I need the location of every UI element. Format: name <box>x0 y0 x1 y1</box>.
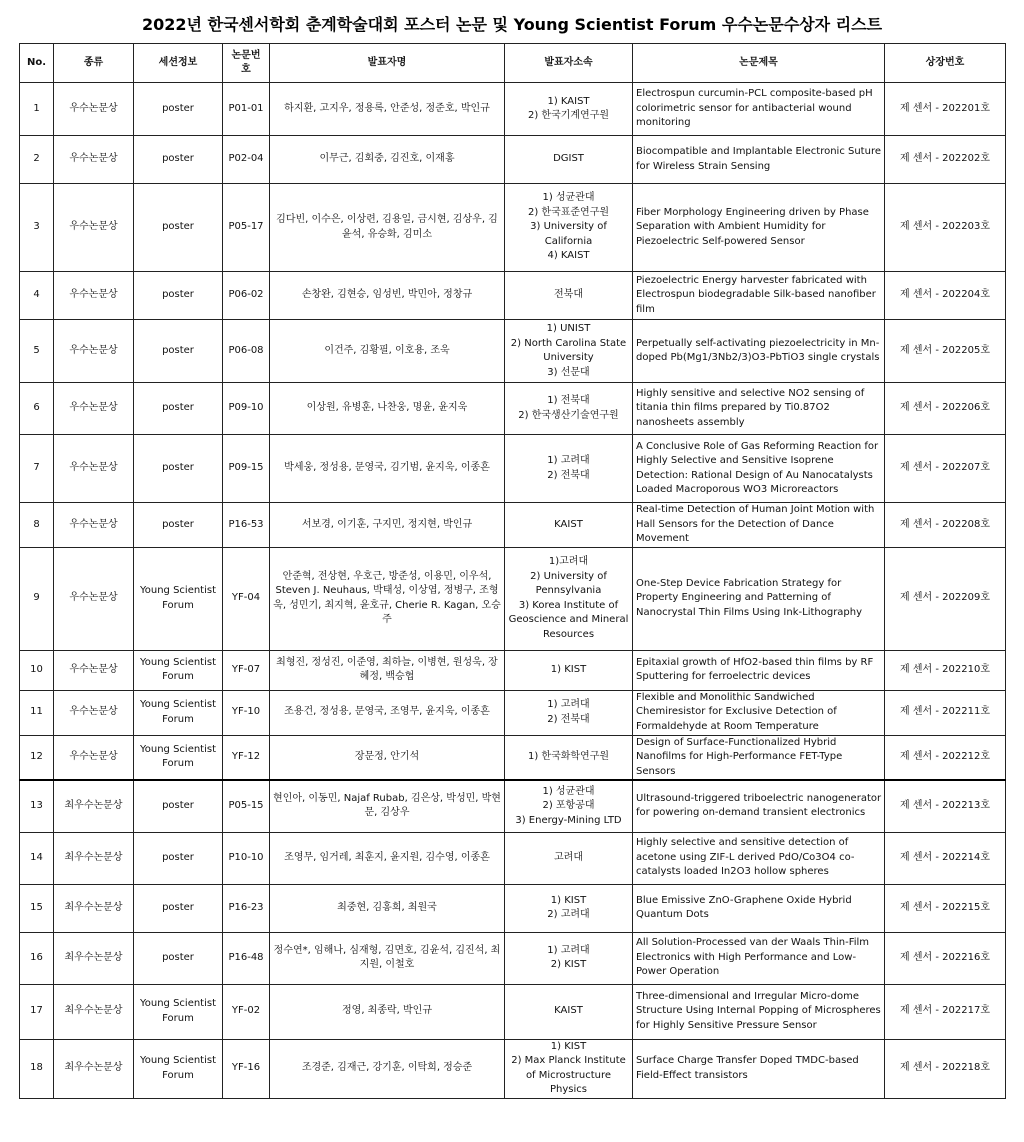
session-info: Young Scientist Forum <box>134 984 223 1039</box>
award-number: 제 센서 - 202210호 <box>885 650 1006 690</box>
affiliation-cell <box>505 184 633 272</box>
table-row <box>20 184 1006 272</box>
affiliation-line: 1) KIST <box>550 1040 587 1052</box>
award-number: 제 센서 - 202207호 <box>885 435 1006 503</box>
award-type: 최우수논문상 <box>54 1039 134 1098</box>
award-type: 최우수논문상 <box>54 984 134 1039</box>
presenter-names: 박세웅, 정성용, 문영국, 김기범, 윤지욱, 이종흔 <box>270 435 505 503</box>
paper-number: P16-48 <box>223 932 270 984</box>
award-number: 제 센서 - 202214호 <box>885 832 1006 884</box>
paper-number: P09-10 <box>223 383 270 435</box>
table-row <box>20 272 1006 320</box>
presenter-names: 최형진, 정성진, 이준영, 최하늘, 이병현, 원성욱, 장혜정, 백승협 <box>270 650 505 690</box>
paper-number: P02-04 <box>223 136 270 184</box>
affiliation-line: 3) University of California <box>530 221 607 247</box>
session-info: poster <box>134 184 223 272</box>
session-info: poster <box>134 272 223 320</box>
paper-title: Piezoelectric Energy harvester fabricated with Electrospun biodegradable Silk-based nanofiber film <box>633 272 885 320</box>
award-type: 우수논문상 <box>54 83 134 136</box>
row-number: 16 <box>20 932 54 984</box>
session-info: poster <box>134 884 223 932</box>
affiliation-line: 전북대 <box>554 289 583 301</box>
header-type: 종류 <box>54 44 134 83</box>
paper-title: Highly sensitive and selective NO2 sensing of titania thin films prepared by Ti0.87O2 nanosheets assembly <box>633 383 885 435</box>
table-row <box>20 83 1006 136</box>
affiliation-cell <box>505 690 633 735</box>
table-row <box>20 832 1006 884</box>
table-row <box>20 780 1006 832</box>
affiliation-cell <box>505 272 633 320</box>
affiliation-line: 3) 선문대 <box>547 366 590 378</box>
session-info: Young Scientist Forum <box>134 735 223 780</box>
paper-number: P05-17 <box>223 184 270 272</box>
affiliation-cell <box>505 503 633 548</box>
affiliation-cell <box>505 984 633 1039</box>
affiliation-line: 1) 고려대 <box>547 944 590 956</box>
affiliation-line: 2) 전북대 <box>547 469 590 481</box>
table-row <box>20 435 1006 503</box>
paper-number: P09-15 <box>223 435 270 503</box>
row-number: 8 <box>20 503 54 548</box>
award-type: 우수논문상 <box>54 272 134 320</box>
award-type: 우수논문상 <box>54 184 134 272</box>
presenter-names: 최중현, 김홍희, 최원국 <box>270 884 505 932</box>
row-number: 4 <box>20 272 54 320</box>
presenter-names: 하지환, 고지우, 정용록, 안준성, 정준호, 박인규 <box>270 83 505 136</box>
paper-title: One-Step Device Fabrication Strategy for Property Engineering and Patterning of Nanocrystal Thin Films Using Ink-Lithography <box>633 547 885 650</box>
affiliation-line: 4) KAIST <box>547 250 590 262</box>
award-number: 제 센서 - 202203호 <box>885 184 1006 272</box>
affiliation-line: 1)고려대 <box>548 556 589 567</box>
presenter-names: 조경준, 김재근, 강기훈, 이탁희, 정승준 <box>270 1039 505 1098</box>
session-info: poster <box>134 136 223 184</box>
paper-title: Electrospun curcumin-PCL composite-based pH colorimetric sensor for antibacterial wound monitoring <box>633 83 885 136</box>
header-award-number: 상장번호 <box>885 44 1006 83</box>
presenter-names: 현인아, 이동민, Najaf Rubab, 김은상, 박성민, 박현문, 김상우 <box>270 780 505 832</box>
affiliation-line: 1) 전북대 <box>547 395 590 406</box>
presenter-names: 손창완, 김현승, 임성빈, 박민아, 정창규 <box>270 272 505 320</box>
award-number: 제 센서 - 202218호 <box>885 1039 1006 1098</box>
affiliation-cell <box>505 383 633 435</box>
award-number: 제 센서 - 202211호 <box>885 690 1006 735</box>
presenter-names: 이무근, 김회중, 김진호, 이재홍 <box>270 136 505 184</box>
paper-title: All Solution-Processed van der Waals Thin-Film Electronics with High Performance and Low-Power Operation <box>633 932 885 984</box>
session-info: poster <box>134 320 223 383</box>
affiliation-line: 1) KIST <box>550 663 587 675</box>
affiliation-cell <box>505 735 633 780</box>
header-paper-title: 논문제목 <box>633 44 885 83</box>
row-number: 11 <box>20 690 54 735</box>
table-row <box>20 735 1006 780</box>
affiliation-line: 2) 전북대 <box>547 713 590 725</box>
paper-number: YF-16 <box>223 1039 270 1098</box>
award-number: 제 센서 - 202201호 <box>885 83 1006 136</box>
row-number: 7 <box>20 435 54 503</box>
table-row <box>20 932 1006 984</box>
affiliation-line: 3) Energy-Mining LTD <box>515 814 622 826</box>
table-row <box>20 690 1006 735</box>
paper-number: YF-12 <box>223 735 270 780</box>
row-number: 13 <box>20 780 54 832</box>
session-info: Young Scientist Forum <box>134 650 223 690</box>
affiliation-cell <box>505 136 633 184</box>
affiliation-line: 1) UNIST <box>546 323 591 334</box>
paper-title: Design of Surface-Functionalized Hybrid Nanofilms for High-Performance FET-Type Sensors <box>633 735 885 780</box>
row-number: 2 <box>20 136 54 184</box>
paper-number: P10-10 <box>223 832 270 884</box>
affiliation-line: 1) 고려대 <box>547 455 590 466</box>
affiliation-line: 2) 한국표준연구원 <box>527 206 610 218</box>
paper-number: P06-08 <box>223 320 270 383</box>
paper-number: P16-23 <box>223 884 270 932</box>
affiliation-cell <box>505 650 633 690</box>
session-info: poster <box>134 83 223 136</box>
affiliation-line: 2) North Carolina State University <box>510 337 627 363</box>
award-number: 제 센서 - 202209호 <box>885 547 1006 650</box>
paper-number: P05-15 <box>223 780 270 832</box>
affiliation-line: KAIST <box>554 1005 583 1017</box>
presenter-names: 조용건, 정성용, 문영국, 조영무, 윤지욱, 이종흔 <box>270 690 505 735</box>
award-type: 우수논문상 <box>54 435 134 503</box>
award-type: 우수논문상 <box>54 650 134 690</box>
row-number: 12 <box>20 735 54 780</box>
award-type: 최우수논문상 <box>54 884 134 932</box>
affiliation-cell <box>505 547 633 650</box>
affiliation-cell <box>505 83 633 136</box>
affiliation-line: 1) KIST <box>550 894 587 906</box>
award-number: 제 센서 - 202215호 <box>885 884 1006 932</box>
award-type: 우수논문상 <box>54 320 134 383</box>
table-row <box>20 1039 1006 1098</box>
award-number: 제 센서 - 202217호 <box>885 984 1006 1039</box>
row-number: 14 <box>20 832 54 884</box>
presenter-names: 이건주, 김황필, 이호용, 조욱 <box>270 320 505 383</box>
presenter-names: 정수연*, 임해나, 심재형, 김면호, 김윤석, 김진석, 최지원, 이철호 <box>270 932 505 984</box>
affiliation-line: 2) 고려대 <box>547 909 590 920</box>
affiliation-line: 2) 한국기계연구원 <box>527 110 610 121</box>
header-row <box>20 44 1006 83</box>
presenter-names: 서보경, 이기훈, 구지민, 정지현, 박인규 <box>270 503 505 548</box>
affiliation-line: DGIST <box>553 153 584 165</box>
affiliation-line: 1) KAIST <box>547 95 590 107</box>
paper-title: Real-time Detection of Human Joint Motion with Hall Sensors for the Detection of Dance Movement <box>633 503 885 548</box>
paper-title: Biocompatible and Implantable Electronic Suture for Wireless Strain Sensing <box>633 136 885 184</box>
award-type: 최우수논문상 <box>54 780 134 832</box>
award-type: 우수논문상 <box>54 547 134 650</box>
row-number: 6 <box>20 383 54 435</box>
row-number: 18 <box>20 1039 54 1098</box>
header-session: 세션정보 <box>134 44 223 83</box>
presenter-names: 이상원, 유병훈, 나찬웅, 명윤, 윤지욱 <box>270 383 505 435</box>
paper-title: Surface Charge Transfer Doped TMDC-based Field-Effect transistors <box>633 1039 885 1098</box>
session-info: Young Scientist Forum <box>134 690 223 735</box>
award-type: 우수논문상 <box>54 503 134 548</box>
session-info: poster <box>134 435 223 503</box>
affiliation-line: 2) KIST <box>550 959 587 970</box>
affiliation-line: 2) University of Pennsylvania <box>530 570 607 596</box>
award-number: 제 센서 - 202208호 <box>885 503 1006 548</box>
affiliation-line: 1) 성균관대 <box>542 192 595 204</box>
table-row <box>20 320 1006 383</box>
header-no: No. <box>20 44 54 83</box>
paper-number: P06-02 <box>223 272 270 320</box>
award-number: 제 센서 - 202213호 <box>885 780 1006 832</box>
paper-title: Highly selective and sensitive detection of acetone using ZIF-L derived PdO/Co3O4 co-catalysts loaded In2O3 hollow spheres <box>633 832 885 884</box>
paper-title: Three-dimensional and Irregular Micro-dome Structure Using Internal Popping of Microspheres for Highly Sensitive Pressure Sensor <box>633 984 885 1039</box>
award-number: 제 센서 - 202202호 <box>885 136 1006 184</box>
affiliation-line: 2) 한국생산기술연구원 <box>518 409 619 421</box>
row-number: 17 <box>20 984 54 1039</box>
affiliation-line: 1) 고려대 <box>547 699 590 710</box>
paper-title: Fiber Morphology Engineering driven by Phase Separation with Ambient Humidity for Piezoelectric Self-powered Sensor <box>633 184 885 272</box>
affiliation-cell <box>505 435 633 503</box>
session-info: poster <box>134 932 223 984</box>
award-table <box>19 43 1006 1099</box>
paper-number: P01-01 <box>223 83 270 136</box>
row-number: 9 <box>20 547 54 650</box>
affiliation-line: 1) 한국화학연구원 <box>527 751 610 762</box>
table-row <box>20 383 1006 435</box>
header-paper-number: 논문번호 <box>223 44 270 83</box>
award-type: 우수논문상 <box>54 136 134 184</box>
row-number: 15 <box>20 884 54 932</box>
award-type: 우수논문상 <box>54 383 134 435</box>
paper-number: YF-07 <box>223 650 270 690</box>
affiliation-cell <box>505 780 633 832</box>
paper-title: Ultrasound-triggered triboelectric nanogenerator for powering on-demand transient electronics <box>633 780 885 832</box>
affiliation-line: 2) Max Planck Institute of Microstructure Physics <box>511 1055 626 1095</box>
paper-title: Perpetually self-activating piezoelectricity in Mn-doped Pb(Mg1/3Nb2/3)O3-PbTiO3 single crystals <box>633 320 885 383</box>
affiliation-cell <box>505 320 633 383</box>
row-number: 10 <box>20 650 54 690</box>
affiliation-cell <box>505 832 633 884</box>
paper-number: YF-02 <box>223 984 270 1039</box>
award-type: 우수논문상 <box>54 735 134 780</box>
award-number: 제 센서 - 202205호 <box>885 320 1006 383</box>
presenter-names: 정영, 최종락, 박인규 <box>270 984 505 1039</box>
award-number: 제 센서 - 202204호 <box>885 272 1006 320</box>
affiliation-cell <box>505 884 633 932</box>
award-number: 제 센서 - 202206호 <box>885 383 1006 435</box>
presenter-names: 조영무, 임거레, 최훈지, 윤지원, 김수영, 이종흔 <box>270 832 505 884</box>
affiliation-line: KAIST <box>554 518 583 530</box>
row-number: 1 <box>20 83 54 136</box>
table-row <box>20 503 1006 548</box>
header-affiliation: 발표자소속 <box>505 44 633 83</box>
affiliation-line: 2) 포항공대 <box>542 800 595 811</box>
paper-title: A Conclusive Role of Gas Reforming Reaction for Highly Selective and Sensitive Isoprene Detection: Rational Design of Au Nanocatalysts Loaded Macroporous WO3 Microreactors <box>633 435 885 503</box>
paper-title: Epitaxial growth of HfO2-based thin films by RF Sputtering for ferroelectric devices <box>633 650 885 690</box>
award-type: 우수논문상 <box>54 690 134 735</box>
session-info: poster <box>134 383 223 435</box>
table-row <box>20 136 1006 184</box>
header-presenter: 발표자명 <box>270 44 505 83</box>
session-info: poster <box>134 832 223 884</box>
presenter-names: 김다빈, 이수은, 이상련, 김용일, 금시현, 김상우, 김윤석, 유승화, 김미소 <box>270 184 505 272</box>
row-number: 3 <box>20 184 54 272</box>
presenter-names: 장문정, 안기석 <box>270 735 505 780</box>
affiliation-line: 1) 성균관대 <box>542 785 595 797</box>
page-title: 2022년 한국센서학회 춘계학술대회 포스터 논문 및 Young Scientist Forum 우수논문수상자 리스트 <box>141 15 883 34</box>
paper-number: YF-04 <box>223 547 270 650</box>
session-info: poster <box>134 503 223 548</box>
award-number: 제 센서 - 202212호 <box>885 735 1006 780</box>
award-type: 최우수논문상 <box>54 932 134 984</box>
award-number: 제 센서 - 202216호 <box>885 932 1006 984</box>
session-info: Young Scientist Forum <box>134 1039 223 1098</box>
affiliation-cell <box>505 932 633 984</box>
paper-title: Blue Emissive ZnO-Graphene Oxide Hybrid Quantum Dots <box>633 884 885 932</box>
row-number: 5 <box>20 320 54 383</box>
paper-number: YF-10 <box>223 690 270 735</box>
table-row <box>20 884 1006 932</box>
paper-number: P16-53 <box>223 503 270 548</box>
table-row <box>20 547 1006 650</box>
table-row <box>20 984 1006 1039</box>
affiliation-line: 3) Korea Institute of Geoscience and Mineral Resources <box>508 599 629 640</box>
paper-title: Flexible and Monolithic Sandwiched Chemiresistor for Exclusive Detection of Formaldehyde at Room Temperature <box>633 690 885 735</box>
affiliation-cell <box>505 1039 633 1098</box>
table-row <box>20 650 1006 690</box>
award-type: 최우수논문상 <box>54 832 134 884</box>
session-info: poster <box>134 780 223 832</box>
presenter-names: 안준혁, 전상현, 우호근, 방준성, 이용민, 이우석, Steven J. Neuhaus, 박태성, 이상엽, 정병구, 조형욱, 성민기, 최지혁, 윤호규, Cherie R. Kagan, 오승주 <box>270 547 505 650</box>
affiliation-line: 고려대 <box>554 851 583 863</box>
session-info: Young Scientist Forum <box>134 547 223 650</box>
